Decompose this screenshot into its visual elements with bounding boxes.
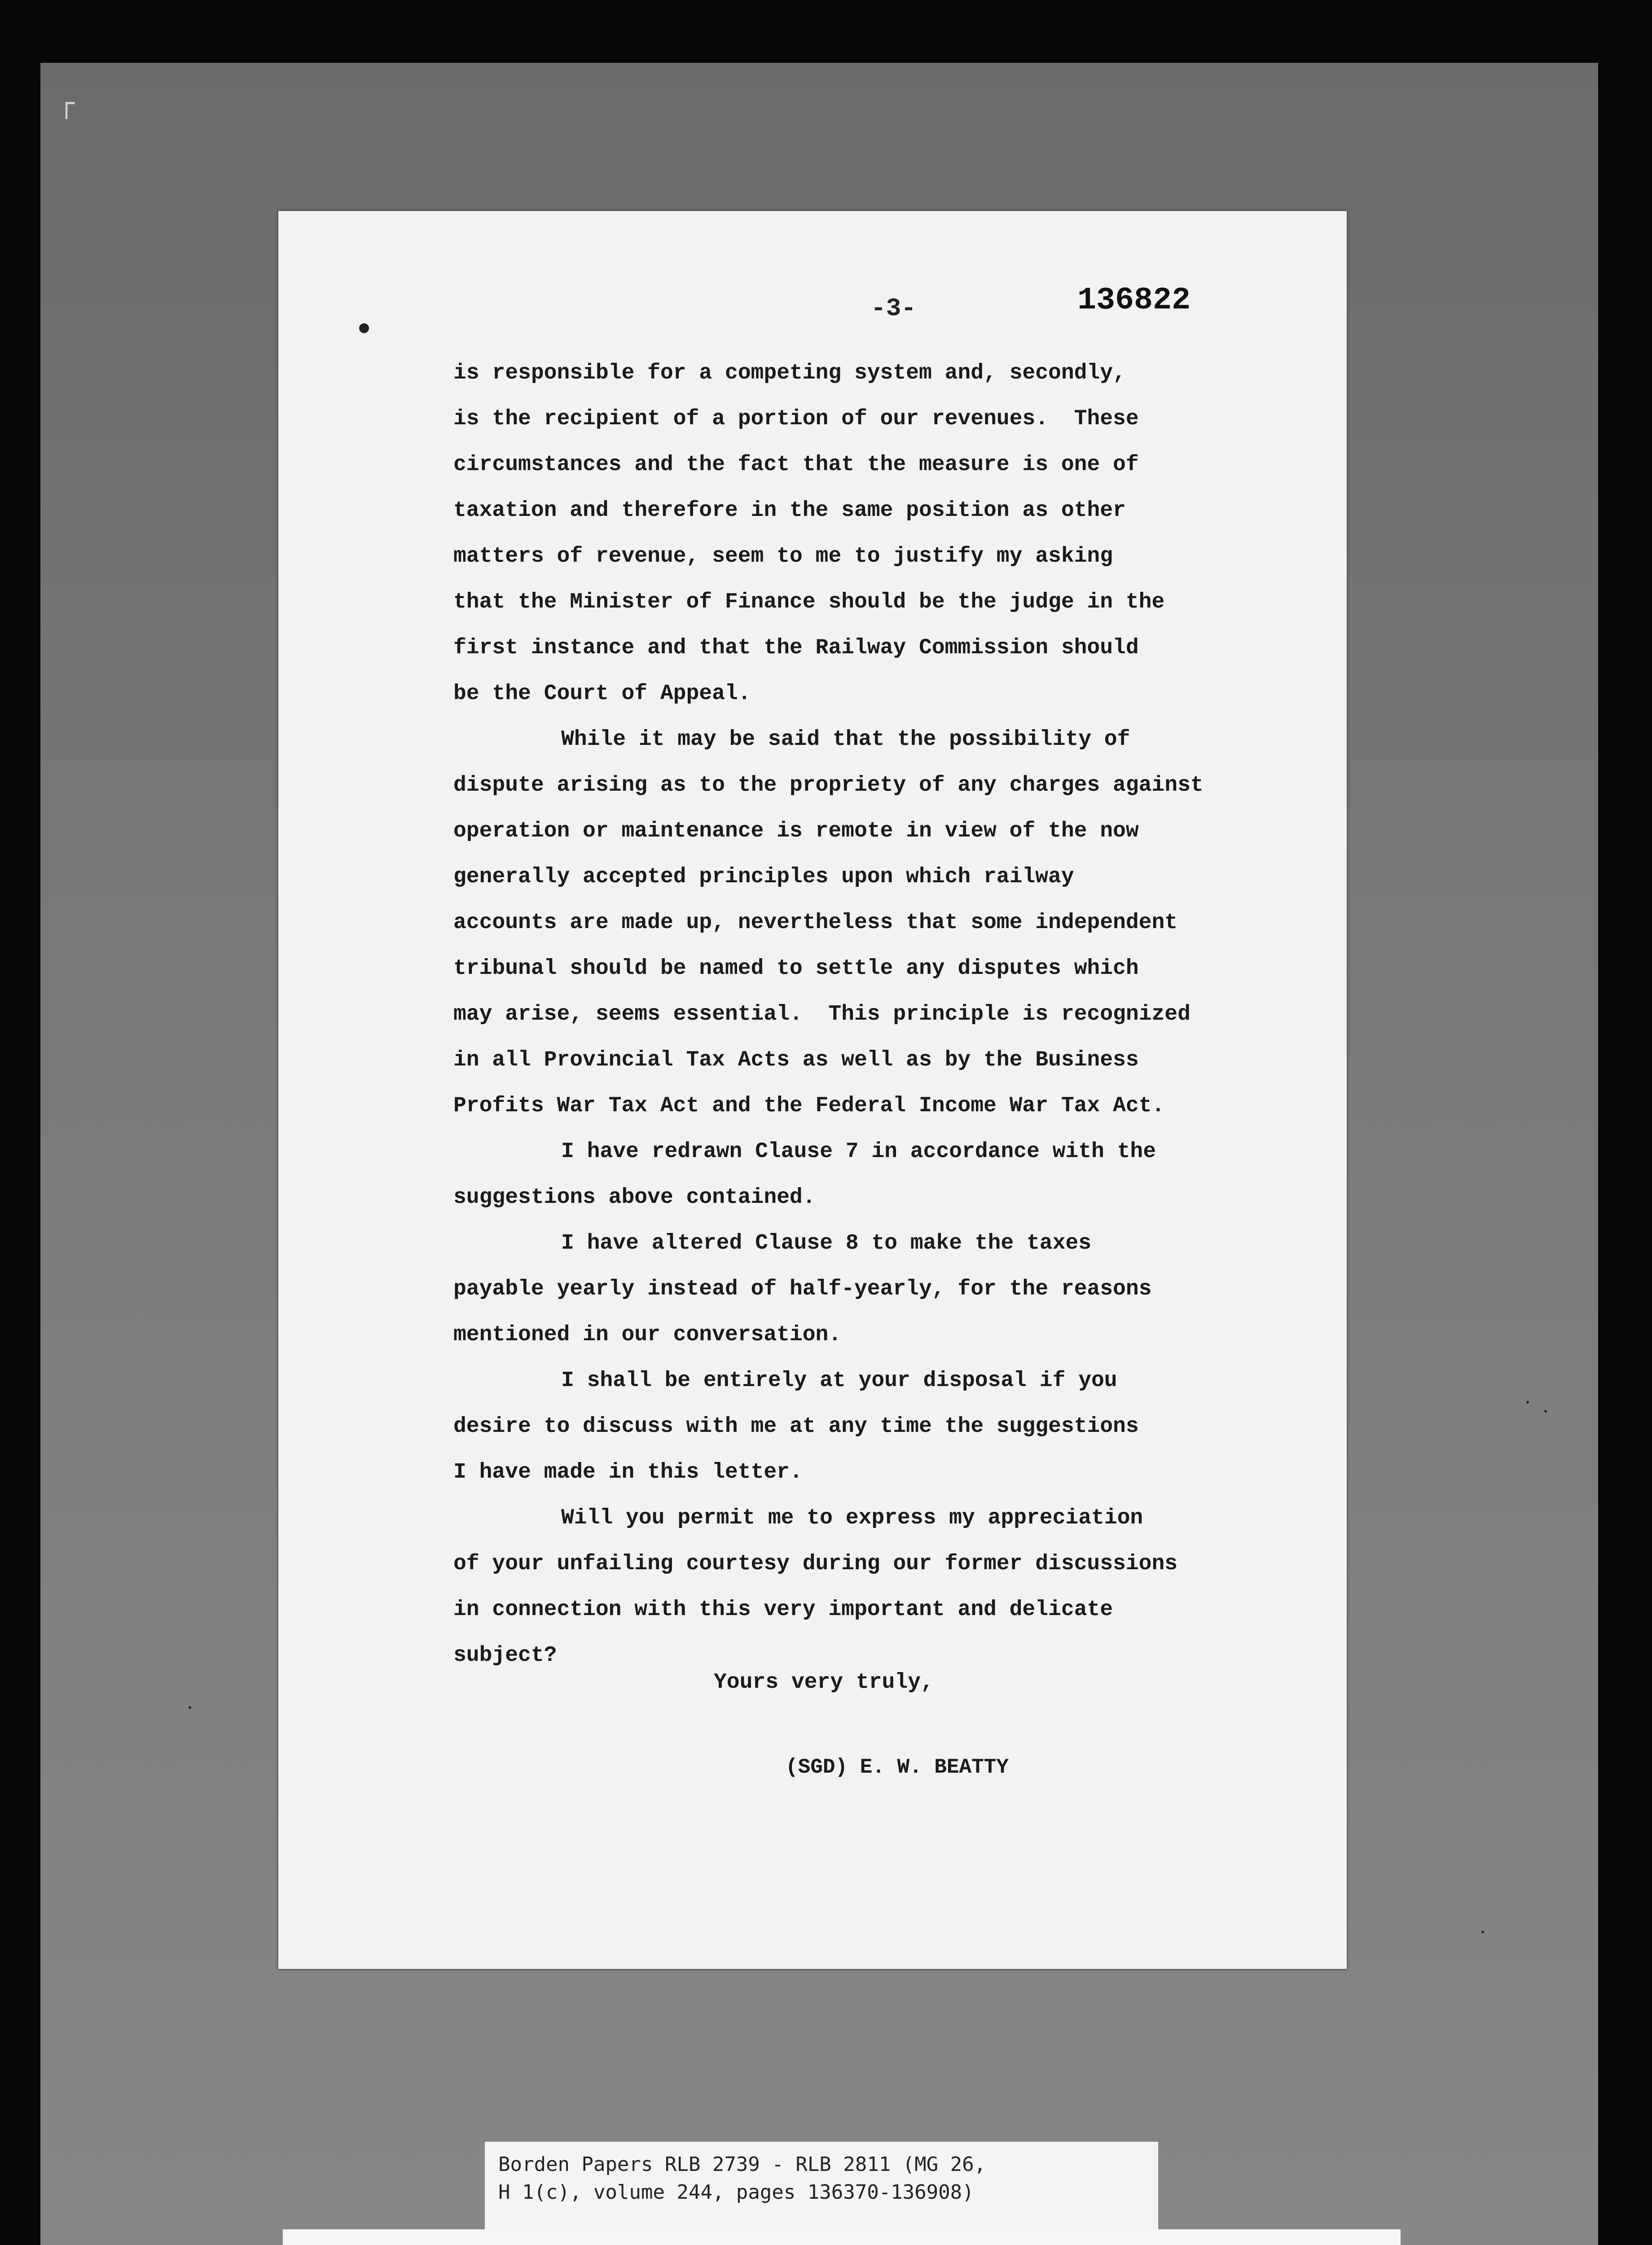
letter-line: first instance and that the Railway Commission should <box>453 636 1139 660</box>
letter-line: is responsible for a competing system and, secondly, <box>453 361 1126 385</box>
reference-label-line: Borden Papers RLB 2739 - RLB 2811 (MG 26, <box>498 2153 986 2176</box>
letter-line: While it may be said that the possibility of <box>561 727 1130 752</box>
letter-line: Profits War Tax Act and the Federal Income War Tax Act. <box>453 1094 1165 1118</box>
letter-line: accounts are made up, nevertheless that some independent <box>453 911 1178 935</box>
letter-line: taxation and therefore in the same position as other <box>453 498 1126 523</box>
film-speck <box>189 1706 191 1709</box>
letter-line: Will you permit me to express my appreciation <box>561 1506 1143 1530</box>
letter-line: may arise, seems essential. This principle is recognized <box>453 1002 1191 1026</box>
reference-label-line: H 1(c), volume 244, pages 136370-136908) <box>498 2181 974 2204</box>
archive-stamp-card <box>283 2229 1401 2245</box>
letter-line: in connection with this very important and delicate <box>453 1598 1113 1622</box>
letter-line: generally accepted principles upon which railway <box>453 865 1074 889</box>
letter-line: operation or maintenance is remote in view of the now <box>453 819 1139 843</box>
letter-line: I shall be entirely at your disposal if you <box>561 1369 1117 1393</box>
letter-line: I have made in this letter. <box>453 1460 803 1484</box>
letter-line: desire to discuss with me at any time the suggestions <box>453 1414 1139 1439</box>
letter-line: dispute arising as to the propriety of any charges against <box>453 773 1204 797</box>
letter-signature: (SGD) E. W. BEATTY <box>786 1756 1009 1779</box>
letter-body <box>453 350 1306 1678</box>
letter-line: matters of revenue, seem to me to justify my asking <box>453 544 1113 568</box>
film-speck <box>1481 1931 1484 1933</box>
letter-line: mentioned in our conversation. <box>453 1323 842 1347</box>
letter-line: tribunal should be named to settle any disputes which <box>453 956 1139 981</box>
reference-label <box>485 2142 1158 2238</box>
letter-line: in all Provincial Tax Acts as well as by the Business <box>453 1048 1139 1072</box>
film-speck <box>1544 1410 1547 1413</box>
letter-line: subject? <box>453 1643 557 1668</box>
letter-line: is the recipient of a portion of our revenues. These <box>453 407 1139 431</box>
film-speck <box>359 323 369 333</box>
letter-line: of your unfailing courtesy during our former discussions <box>453 1552 1178 1576</box>
letter-closing: Yours very truly, <box>714 1670 934 1695</box>
film-speck <box>1526 1401 1529 1404</box>
letter-line: suggestions above contained. <box>453 1185 816 1210</box>
letter-line: I have redrawn Clause 7 in accordance with the <box>561 1140 1156 1164</box>
page-marker: -3- <box>871 294 916 323</box>
document-number: 136822 <box>1077 283 1191 318</box>
letter-line: I have altered Clause 8 to make the taxes <box>561 1231 1091 1255</box>
frame-corner-mark: ┌ <box>58 88 75 119</box>
letter-line: be the Court of Appeal. <box>453 682 751 706</box>
letter-line: payable yearly instead of half-yearly, for the reasons <box>453 1277 1152 1301</box>
letter-page <box>278 211 1347 1969</box>
letter-line: circumstances and the fact that the measure is one of <box>453 453 1139 477</box>
letter-line: that the Minister of Finance should be the judge in the <box>453 590 1165 614</box>
